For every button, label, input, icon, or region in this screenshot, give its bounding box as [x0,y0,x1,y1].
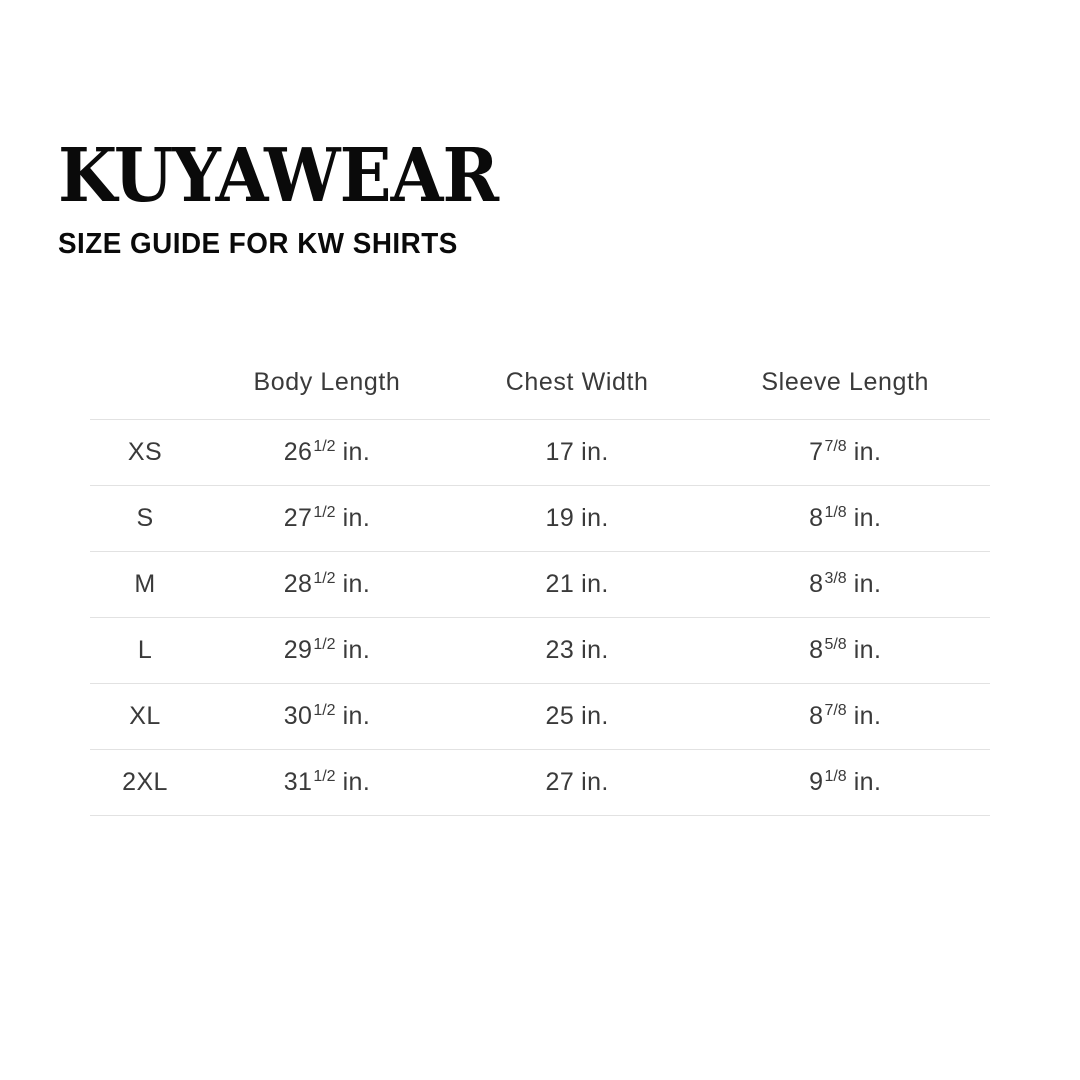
cell-chest-width [454,486,701,552]
cell-chest-width [454,420,701,486]
cell-chest-width [454,750,701,816]
row-size-label: M [90,552,200,618]
measurement-value: 31 [283,768,313,796]
measurement-unit: in. [581,438,609,466]
cell-sleeve-length [700,486,990,552]
measurement-value: 27 [545,768,575,796]
measurement-fraction: 1/2 [313,767,336,785]
cell-chest-width [454,684,701,750]
row-size-label: S [90,486,200,552]
measurement-fraction: 5/8 [824,635,847,653]
row-size-label: XS [90,420,200,486]
measurement-value: 23 [545,636,575,664]
measurement-fraction: 1/8 [824,767,847,785]
measurement-unit: in. [853,570,882,598]
measurement-unit: in. [342,438,371,466]
cell-body-length [200,420,454,486]
measurement-fraction: 1/2 [313,701,336,719]
cell-body-length [200,486,454,552]
brand-title: KUYAWEAR [58,133,499,219]
cell-chest-width [454,618,701,684]
measurement-fraction: 7/8 [824,437,847,455]
measurement-value: 25 [545,702,575,730]
measurement-unit: in. [342,636,371,664]
cell-body-length [200,552,454,618]
measurement-fraction: 1/8 [824,503,847,521]
measurement-value: 8 [809,702,824,730]
measurement-unit: in. [853,702,882,730]
measurement-value: 28 [283,570,313,598]
measurement-unit: in. [853,636,882,664]
measurement-value: 30 [283,702,313,730]
measurement-fraction: 7/8 [824,701,847,719]
cell-sleeve-length [700,750,990,816]
table-body [90,420,990,816]
cell-sleeve-length [700,618,990,684]
measurement-fraction: 1/2 [313,503,336,521]
cell-body-length [200,618,454,684]
measurement-value: 19 [545,504,575,532]
measurement-unit: in. [581,636,609,664]
row-size-label: L [90,618,200,684]
measurement-fraction: 1/2 [313,635,336,653]
size-table [90,362,990,816]
measurement-value: 8 [809,504,824,532]
measurement-unit: in. [342,702,371,730]
cell-body-length [200,750,454,816]
measurement-unit: in. [342,768,371,796]
measurement-unit: in. [342,570,371,598]
measurement-unit: in. [342,504,371,532]
row-size-label: 2XL [90,750,200,816]
row-size-label: XL [90,684,200,750]
measurement-value: 21 [545,570,575,598]
measurement-value: 8 [809,636,824,664]
measurement-value: 27 [283,504,313,532]
table-header [90,362,990,420]
table-row [90,750,990,816]
measurement-fraction: 1/2 [313,569,336,587]
measurement-value: 26 [283,438,313,466]
table-row [90,552,990,618]
measurement-value: 7 [809,438,824,466]
measurement-value: 17 [545,438,575,466]
measurement-value: 29 [283,636,313,664]
cell-sleeve-length [700,420,990,486]
measurement-unit: in. [853,438,882,466]
table-corner-header [90,362,200,420]
size-chart [90,362,990,816]
measurement-unit: in. [853,768,882,796]
cell-chest-width [454,552,701,618]
table-row [90,486,990,552]
measurement-fraction: 3/8 [824,569,847,587]
table-row [90,420,990,486]
brand-header [58,133,536,261]
measurement-unit: in. [853,504,882,532]
cell-body-length [200,684,454,750]
measurement-unit: in. [581,504,609,532]
cell-sleeve-length [700,552,990,618]
measurement-unit: in. [581,768,609,796]
table-row [90,618,990,684]
page-subtitle: SIZE GUIDE FOR KW SHIRTS [58,228,458,261]
column-header-body-length: Body Length [253,368,401,396]
measurement-value: 8 [809,570,824,598]
measurement-value: 9 [809,768,824,796]
cell-sleeve-length [700,684,990,750]
measurement-unit: in. [581,702,609,730]
table-row [90,684,990,750]
measurement-fraction: 1/2 [313,437,336,455]
column-header-chest-width: Chest Width [505,368,649,396]
measurement-unit: in. [581,570,609,598]
column-header-sleeve-length: Sleeve Length [761,368,930,396]
table-header-row [90,362,990,420]
